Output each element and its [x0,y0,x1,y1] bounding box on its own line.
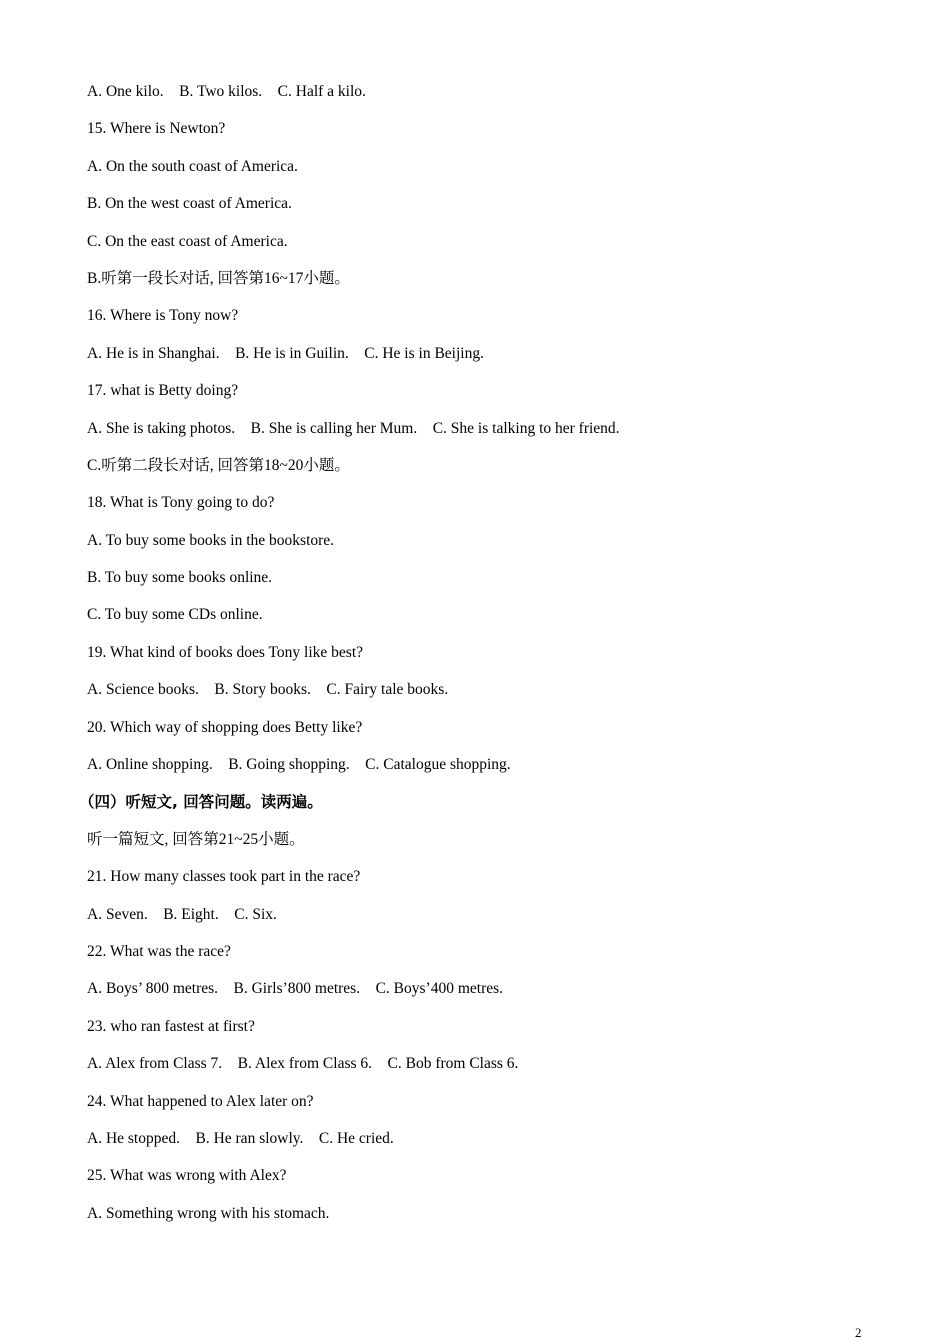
option-line: C. To buy some CDs online. [87,606,263,624]
question-line: 17. what is Betty doing? [87,382,239,400]
question-line: 16. Where is Tony now? [87,307,239,325]
option-line: A. One kilo. B. Two kilos. C. Half a kilo. [87,83,366,100]
option-line: A. Seven. B. Eight. C. Six. [87,905,277,923]
option-line: A. Online shopping. B. Going shopping. C. Catalogue shopping. [87,756,511,774]
option-line: B. On the west coast of America. [87,195,292,213]
option-line: A. He stopped. B. He ran slowly. C. He cried. [87,1129,394,1147]
question-line: 23. who ran fastest at first? [87,1017,255,1035]
question-line: 21. How many classes took part in the race? [87,868,361,886]
option-line: A. Something wrong with his stomach. [87,1204,330,1222]
question-line: 18. What is Tony going to do? [87,494,275,512]
question-line: 19. What kind of books does Tony like best? [87,643,364,661]
option-line: A. He is in Shanghai. B. He is in Guilin. C. He is in Beijing. [87,344,484,362]
option-line: A. She is taking photos. B. She is calling her Mum. C. She is talking to her friend. [87,419,620,437]
option-line: A. Science books. B. Story books. C. Fairy tale books. [87,681,449,699]
question-line: 20. Which way of shopping does Betty like? [87,718,363,736]
page-content [79,80,887,1239]
option-line: C. On the east coast of America. [87,232,288,250]
instruction-line: C.听第二段长对话, 回答第18~20小题。 [87,456,350,474]
section-heading: （四）听短文, 回答问题。读两遍。 [79,793,323,812]
option-line: B. To buy some books online. [87,569,273,587]
question-line: 25. What was wrong with Alex? [87,1167,287,1185]
question-line: 24. What happened to Alex later on? [87,1092,314,1110]
instruction-line: B.听第一段长对话, 回答第16~17小题。 [87,269,350,287]
option-line: A. On the south coast of America. [87,157,298,175]
page-number: 2 [855,1325,862,1340]
instruction-line: 听一篇短文, 回答第21~25小题。 [87,830,305,848]
question-line: 15. Where is Newton? [87,120,226,138]
option-line: A. Boys’ 800 metres. B. Girls’800 metres. C. Boys’400 metres. [87,980,504,998]
question-line: 22. What was the race? [87,942,231,960]
option-line: A. To buy some books in the bookstore. [87,531,335,549]
option-line: A. Alex from Class 7. B. Alex from Class 6. C. Bob from Class 6. [87,1055,519,1073]
